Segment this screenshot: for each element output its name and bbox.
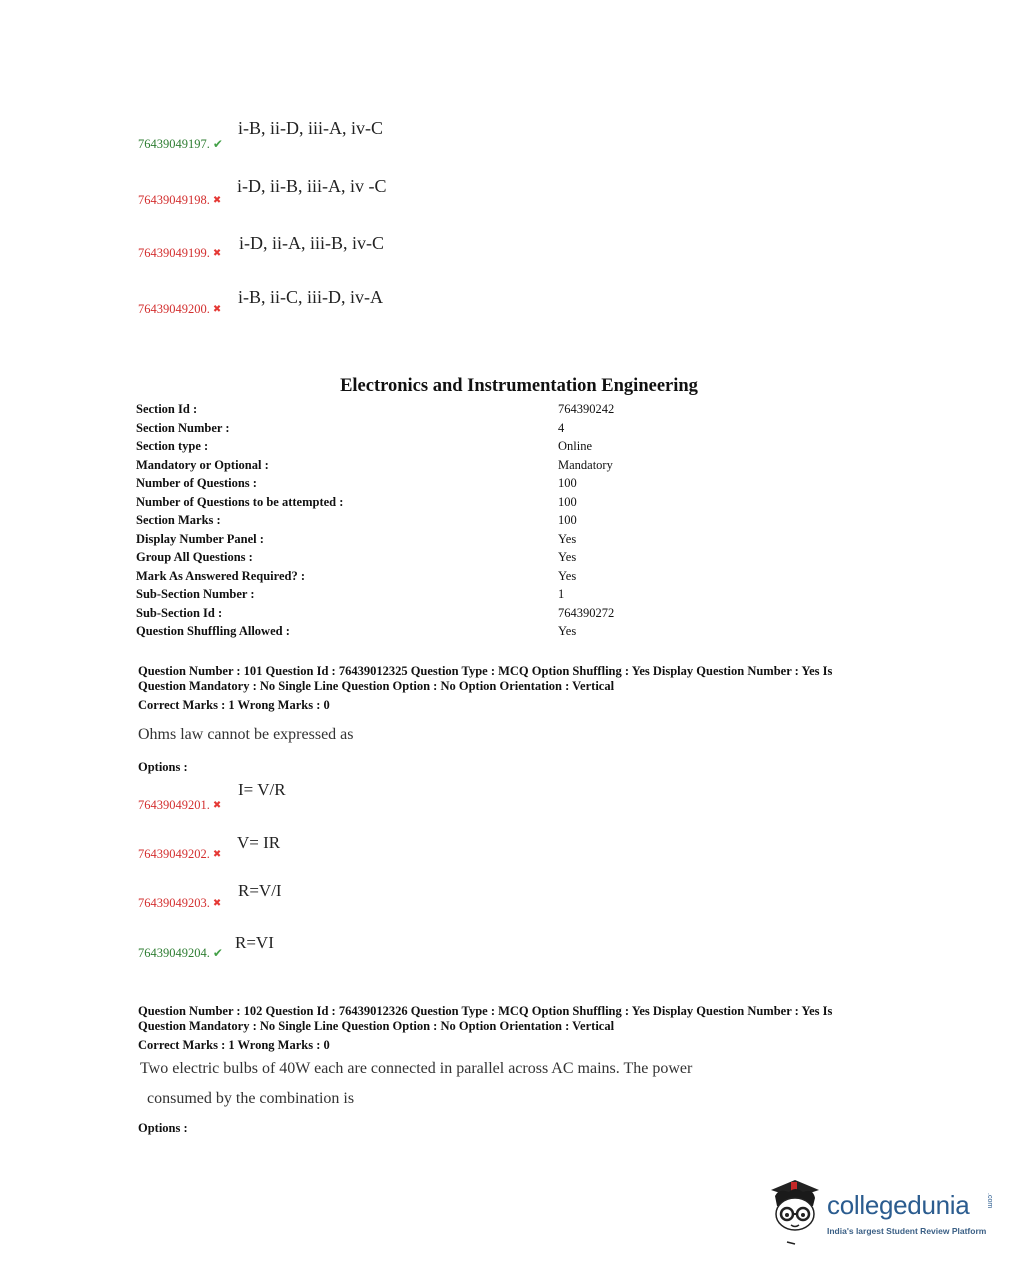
option-id: 76439049203. ✖ xyxy=(138,896,222,910)
question-text: Two electric bulbs of 40W each are connected in parallel across AC mains. The power xyxy=(140,1060,693,1077)
option-text: i-B, ii-C, iii-D, iv-A xyxy=(238,287,383,307)
meta-value: Yes xyxy=(558,550,577,564)
meta-label: Question Shuffling Allowed : xyxy=(136,624,290,638)
meta-value: Online xyxy=(558,439,593,453)
brand-domain: .com xyxy=(986,1193,993,1209)
question-text: consumed by the combination is xyxy=(147,1090,355,1107)
option-text: R=VI xyxy=(235,933,274,952)
options-label: Options : xyxy=(138,1121,188,1135)
correct-check-icon: ✔ xyxy=(212,137,223,151)
meta-label: Sub-Section Number : xyxy=(136,587,255,601)
meta-label: Mandatory or Optional : xyxy=(136,458,269,472)
option-text: i-B, ii-D, iii-A, iv-C xyxy=(238,118,383,138)
wrong-cross-icon: ✖ xyxy=(212,800,222,811)
section-title: Electronics and Instrumentation Engineering xyxy=(340,376,698,396)
meta-label: Mark As Answered Required? : xyxy=(136,569,305,583)
meta-value: Yes xyxy=(558,569,577,583)
meta-label: Sub-Section Id : xyxy=(136,606,223,620)
option-id: 76439049198. ✖ xyxy=(138,193,222,207)
option-text: i-D, ii-B, iii-A, iv -C xyxy=(237,176,387,196)
question-header: Question Number : 102 Question Id : 76439012326 Question Type : MCQ Option Shuffling : Yes Display Question Number : Yes Is xyxy=(138,1004,833,1018)
meta-value: Yes xyxy=(558,532,577,546)
meta-value: 4 xyxy=(558,421,565,435)
meta-value: 100 xyxy=(558,495,577,509)
meta-label: Section Id : xyxy=(136,402,198,416)
meta-label: Section Number : xyxy=(136,421,230,435)
question-text: Ohms law cannot be expressed as xyxy=(138,726,354,743)
meta-value: 1 xyxy=(558,587,565,601)
wrong-cross-icon: ✖ xyxy=(212,195,222,206)
question-header: Question Mandatory : No Single Line Question Option : No Option Orientation : Vertical xyxy=(138,679,615,693)
options-label: Options : xyxy=(138,760,188,774)
option-text: V= IR xyxy=(237,833,281,852)
option-id: 76439049199. ✖ xyxy=(138,246,222,260)
meta-value: Mandatory xyxy=(558,458,613,472)
wrong-cross-icon: ✖ xyxy=(212,849,222,860)
option-text: I= V/R xyxy=(238,780,286,799)
meta-value: Yes xyxy=(558,624,577,638)
mascot-icon xyxy=(765,1176,825,1246)
wrong-cross-icon: ✖ xyxy=(212,304,222,315)
meta-label: Group All Questions : xyxy=(136,550,253,564)
meta-value: 764390272 xyxy=(558,606,615,620)
correct-check-icon: ✔ xyxy=(212,946,223,960)
wrong-cross-icon: ✖ xyxy=(212,248,222,259)
meta-label: Number of Questions : xyxy=(136,476,257,490)
meta-label: Display Number Panel : xyxy=(136,532,264,546)
meta-label: Section type : xyxy=(136,439,209,453)
collegedunia-logo xyxy=(765,1176,995,1246)
wrong-cross-icon: ✖ xyxy=(212,898,222,909)
question-marks: Correct Marks : 1 Wrong Marks : 0 xyxy=(138,698,330,712)
option-id: 76439049204. ✔ xyxy=(138,946,223,960)
brand-name: collegedunia xyxy=(827,1190,970,1220)
question-header: Question Mandatory : No Single Line Question Option : No Option Orientation : Vertical xyxy=(138,1019,615,1033)
meta-value: 100 xyxy=(558,513,577,527)
question-marks: Correct Marks : 1 Wrong Marks : 0 xyxy=(138,1038,330,1052)
option-id: 76439049197. ✔ xyxy=(138,137,223,151)
meta-value: 764390242 xyxy=(558,402,615,416)
meta-value: 100 xyxy=(558,476,577,490)
option-text: R=V/I xyxy=(238,881,282,900)
meta-label: Section Marks : xyxy=(136,513,221,527)
option-id: 76439049200. ✖ xyxy=(138,302,222,316)
brand-tagline: India's largest Student Review Platform xyxy=(827,1226,987,1236)
question-header: Question Number : 101 Question Id : 76439012325 Question Type : MCQ Option Shuffling : Yes Display Question Number : Yes Is xyxy=(138,664,833,678)
meta-label: Number of Questions to be attempted : xyxy=(136,495,344,509)
option-text: i-D, ii-A, iii-B, iv-C xyxy=(239,233,384,253)
option-id: 76439049202. ✖ xyxy=(138,847,222,861)
option-id: 76439049201. ✖ xyxy=(138,798,222,812)
